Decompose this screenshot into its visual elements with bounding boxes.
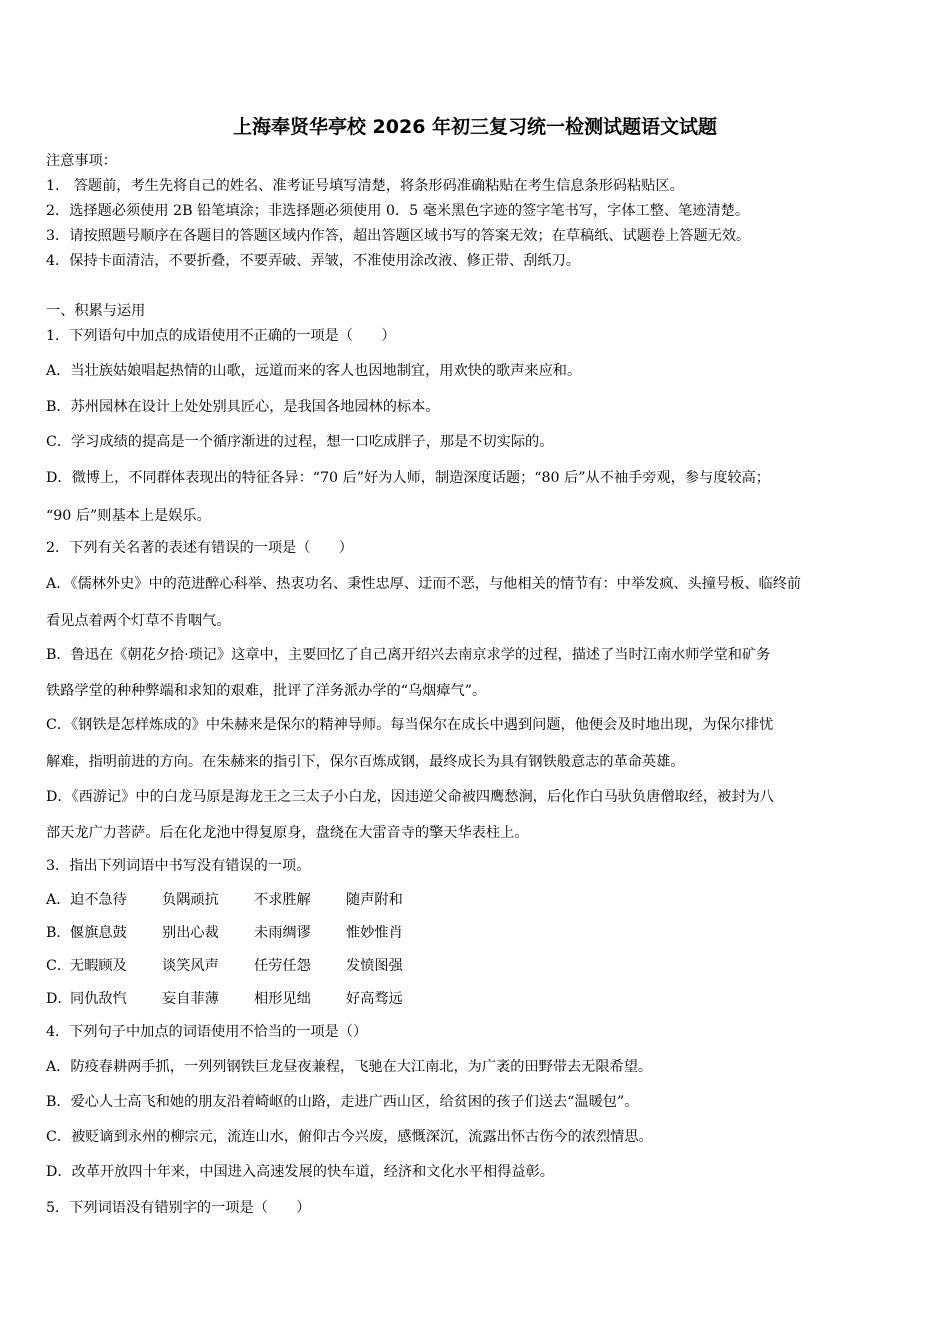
q4-option-c: C．被贬谪到永州的柳宗元，流连山水，俯仰古今兴废，感慨深沉，流露出怀古伤今的浓烈情思。 (46, 1129, 653, 1145)
q1-stem: 1．下列语句中加点的成语使用不正确的一项是（ ） (46, 328, 396, 344)
q2-stem: 2．下列有关名著的表述有错误的一项是（ ） (46, 540, 353, 556)
option-label: B． (46, 925, 71, 941)
q2-option-d-line1: D．《西游记》中的白龙马原是海龙王之三太子小白龙，因违逆父命被四鹰愁涧，后化作白马驮负唐僧取经，被封为八 (46, 789, 774, 805)
q3-stem: 3．指出下列词语中书写没有错误的一项。 (46, 858, 311, 874)
q4-option-b: B．爱心人士高飞和她的朋友沿着崎岖的山路，走进广西山区，给贫困的孩子们送去“温暖包”。 (46, 1094, 639, 1110)
q2-option-b-line1: B．鲁迅在《朝花夕拾·琐记》这章中，主要回忆了自己离开绍兴去南京求学的过程，描述了当时江南水师学堂和矿务 (46, 647, 771, 663)
option-label: C． (46, 958, 72, 974)
q2-option-c-line1: C．《钢铁是怎样炼成的》中朱赫来是保尔的精神导师。每当保尔在成长中遇到问题，他便会及时地出现，为保尔排忧 (46, 717, 774, 733)
q3-option-b (46, 924, 438, 942)
q5-stem: 5．下列词语没有错别字的一项是（ ） (46, 1200, 311, 1216)
option-label: A． (46, 892, 71, 908)
word: 无暇顾及 (70, 958, 127, 974)
q2-option-b-line2: 铁路学堂的种种弊端和求知的艰难，批评了洋务派办学的“乌烟瘴气”。 (46, 683, 487, 699)
word: 不求胜解 (254, 892, 311, 908)
page-title: 上海奉贤华亭校 2026 年初三复习统一检测试题语文试题 (232, 116, 718, 138)
q1-option-c: C．学习成绩的提高是一个循序渐进的过程，想一口吃成胖子，那是不切实际的。 (46, 434, 554, 450)
q4-option-d: D．改革开放四十年来，中国进入高速发展的快车道，经济和文化水平相得益彰。 (46, 1164, 554, 1180)
word: 同仇敌忾 (70, 991, 127, 1007)
q2-option-d-line2: 部天龙广力菩萨。后在化龙池中得复原身，盘绕在大雷音寺的擎天华表柱上。 (46, 825, 529, 841)
word: 负隅顽抗 (162, 892, 219, 908)
q1-option-d-line2: “90 后”则基本上是娱乐。 (46, 508, 211, 524)
q3-option-d (46, 990, 438, 1008)
q2-option-c-line2: 解难，指明前进的方向。在朱赫来的指引下，保尔百炼成钢，最终成长为具有钢铁般意志的革命英雄。 (46, 754, 685, 770)
word: 发愤图强 (346, 958, 403, 974)
notice-item-3: 3．请按照题号顺序在各题目的答题区域内作答，超出答题区域书写的答案无效；在草稿纸、试题卷上答题无效。 (46, 228, 751, 244)
word: 惟妙惟肖 (346, 925, 403, 941)
option-label: D． (46, 991, 72, 1007)
notice-item-1: 1. 答题前，考生先将自己的姓名、准考证号填写清楚，将条形码准确粘贴在考生信息条形码粘贴区。 (46, 178, 684, 194)
word: 别出心裁 (162, 925, 219, 941)
notice-item-2: 2．选择题必须使用 2B 铅笔填涂；非选择题必须使用 0．5 毫米黑色字迹的签字笔书写，字体工整、笔迹清楚。 (46, 203, 750, 219)
q3-option-a (46, 891, 438, 909)
q1-option-d-line1: D．微博上，不同群体表现出的特征各异：“70 后”好为人师，制造深度话题；“80 后”从不袖手旁观，参与度较高； (46, 470, 770, 486)
word: 相形见绌 (254, 991, 311, 1007)
section-heading: 一、积累与运用 (46, 303, 146, 319)
word: 未雨绸谬 (254, 925, 311, 941)
q2-option-a-line2: 看见点着两个灯草不肯咽气。 (46, 613, 231, 629)
notice-item-4: 4．保持卡面清洁，不要折叠，不要弄破、弄皱，不准使用涂改液、修正带、刮纸刀。 (46, 253, 580, 269)
q4-option-a: A．防疫春耕两手抓，一列列钢铁巨龙昼夜兼程，飞驰在大江南北，为广袤的田野带去无限希望。 (46, 1059, 653, 1075)
q2-option-a-line1: A．《儒林外史》中的范进醉心科举、热衷功名、秉性忠厚、迂而不恶，与他相关的情节有：中举发疯、头撞号板、临终前 (46, 576, 802, 592)
notice-heading: 注意事项： (46, 153, 117, 169)
word: 谈笑风声 (162, 958, 219, 974)
q1-option-a: A．当壮族姑娘唱起热情的山歌，远道而来的客人也因地制宜，用欢快的歌声来应和。 (46, 363, 582, 379)
word: 任劳任怨 (254, 958, 311, 974)
q1-option-b: B．苏州园林在设计上处处别具匠心，是我国各地园林的标本。 (46, 399, 440, 415)
q3-option-c (46, 957, 438, 975)
word: 偃旗息鼓 (70, 925, 127, 941)
q4-stem: 4．下列句子中加点的词语使用不恰当的一项是（） (46, 1024, 368, 1040)
word: 随声附和 (346, 892, 403, 908)
word: 妄自菲薄 (162, 991, 219, 1007)
word: 迫不急待 (70, 892, 127, 908)
word: 好高骛远 (346, 991, 403, 1007)
